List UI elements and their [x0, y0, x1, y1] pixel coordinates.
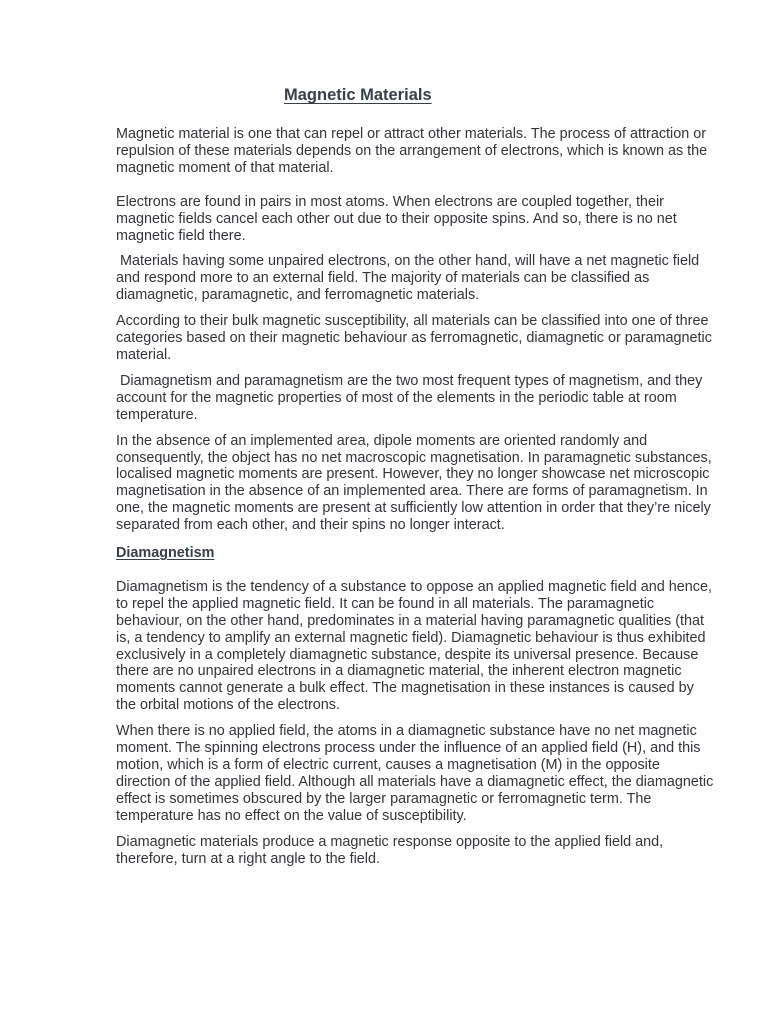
- page-title: Magnetic Materials: [284, 86, 432, 104]
- paragraph-diamagnetism-definition: Diamagnetism is the tendency of a substance to oppose an applied magnetic field and hence, to repel the applied magnetic field. It can be found in all materials. The paramagnetic behaviour, on the other hand, predominates in a material having paramagnetic qualities (that is, a tendency to amplify an external magnetic field). Diamagnetic behaviour is thus exhibited exclusively in a completely diamagnetic substance, despite its universal presence. Because there are no unpaired electrons in a diamagnetic material, the inherent electron magnetic moments cannot generate a bulk effect. The magnetisation in these instances is caused by the orbital motions of the electrons.: [116, 578, 712, 714]
- section-heading-diamagnetism: Diamagnetism: [116, 545, 215, 562]
- paragraph-dipole-moments: In the absence of an implemented area, dipole moments are oriented randomly and consequently, the object has no net macroscopic magnetisation. In paramagnetic substances, localised magnetic moments are present. However, they no longer showcase net microscopic magnetisation in the absence of an implemented area. There are forms of paramagnetism. In one, the magnetic moments are present at sufficiently low attention in order that they’re nicely separated from each other, and their spins no longer interact.: [116, 432, 712, 534]
- document-body: [116, 126, 714, 867]
- paragraph-susceptibility: According to their bulk magnetic susceptibility, all materials can be classified into one of three categories based on their magnetic behaviour as ferromagnetic, diamagnetic or paramagnetic material.: [116, 313, 712, 363]
- paragraph-electron-pairs: Electrons are found in pairs in most atoms. When electrons are coupled together, their magnetic fields cancel each other out due to their opposite spins. And so, there is no net magnetic field there.: [116, 193, 677, 244]
- paragraph-magnetic-material: Magnetic material is one that can repel or attract other materials. The process of attraction or repulsion of these materials depends on the arrangement of electrons, which is known as the magnetic moment of that material.: [116, 126, 708, 176]
- paragraph-unpaired-electrons: Materials having some unpaired electrons, on the other hand, will have a net magnetic field and respond more to an external field. The majority of materials can be classified as diamagnetic, paramagnetic, and ferromagnetic materials.: [116, 253, 700, 304]
- paragraph-diamagnetism-paramagnetism: Diamagnetism and paramagnetism are the two most frequent types of magnetism, and they account for the magnetic properties of most of the elements in the periodic table at room temperature.: [116, 372, 703, 423]
- paragraph-diamagnetic-response: Diamagnetic materials produce a magnetic response opposite to the applied field and, therefore, turn at a right angle to the field.: [116, 833, 664, 867]
- paragraph-no-applied-field: When there is no applied field, the atoms in a diamagnetic substance have no net magnetic moment. The spinning electrons process under the influence of an applied field (H), and this motion, which is a form of electric current, causes a magnetisation (M) in the opposite direction of the applied field. Although all materials have a diamagnetic effect, the diamagnetic effect is sometimes obscured by the larger paramagnetic or ferromagnetic term. The temperature has no effect on the value of susceptibility.: [116, 723, 714, 824]
